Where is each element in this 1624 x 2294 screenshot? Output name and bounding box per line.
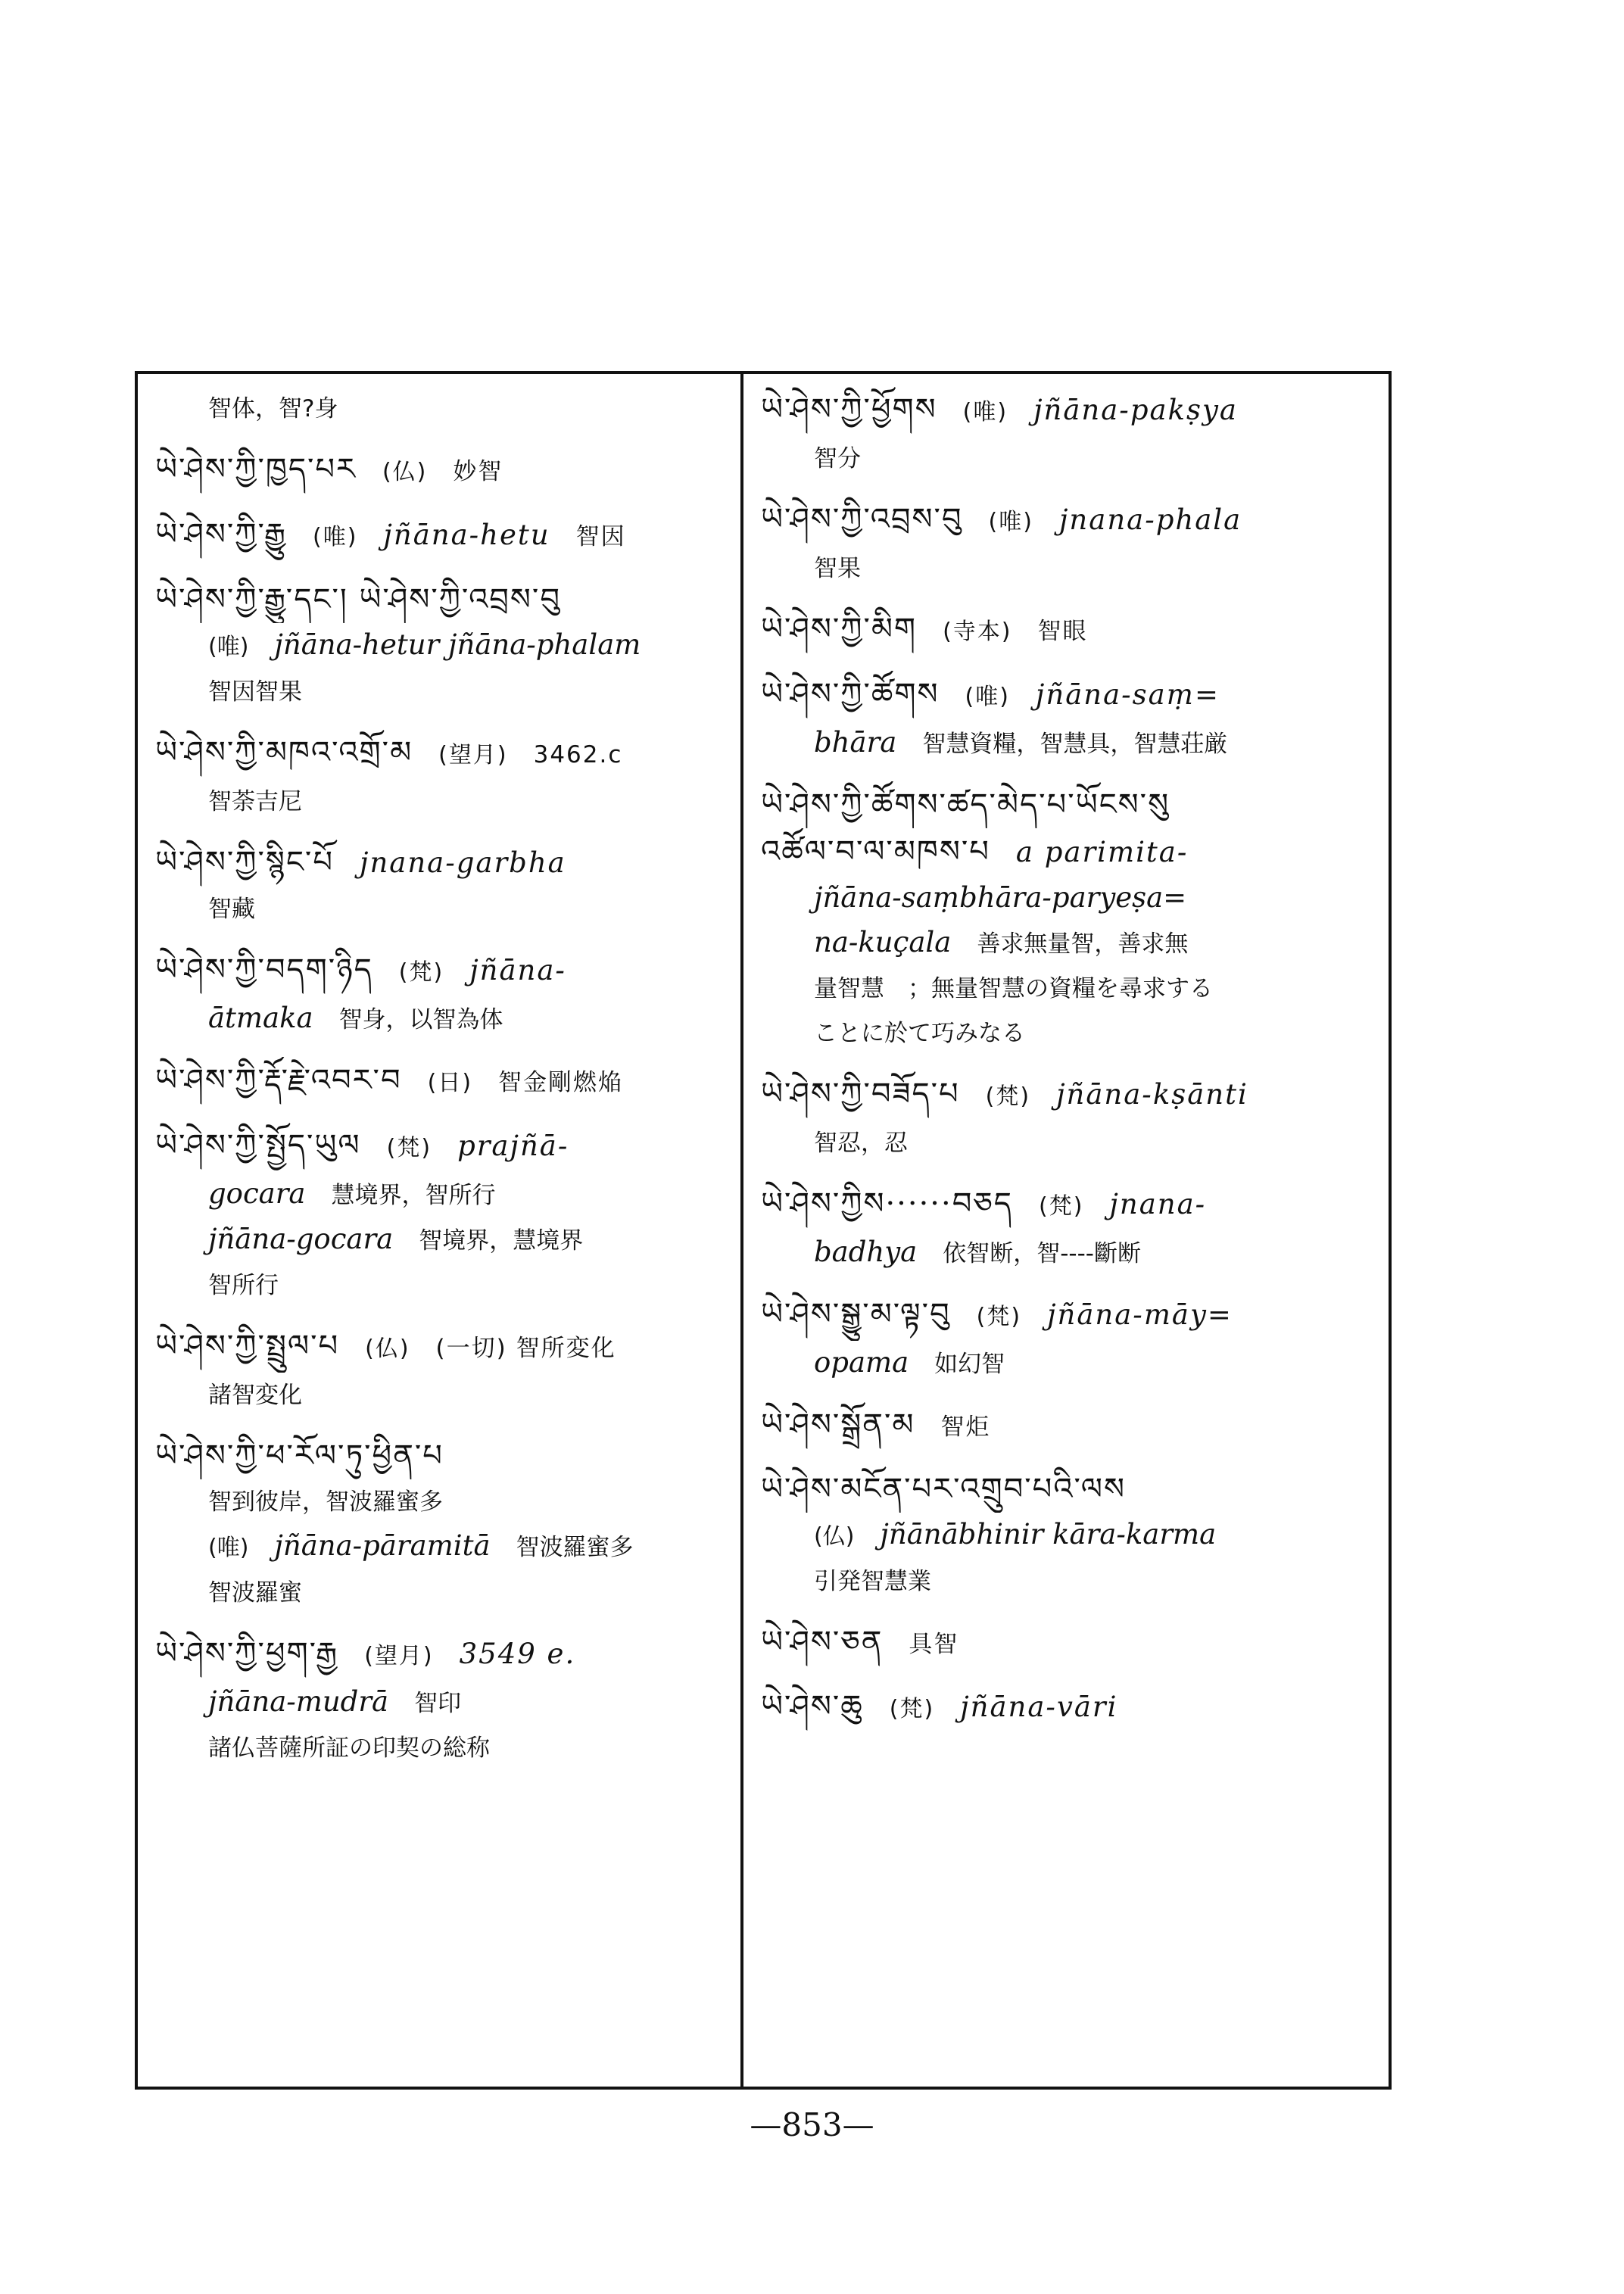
tibetan-headword: ཡེ་ཤེས་ཅན bbox=[761, 1625, 884, 1660]
tibetan-headword: འཚོལ་བ་ལ་མཁས་པ bbox=[761, 834, 990, 869]
sanskrit-term: ātmaka bbox=[208, 1002, 313, 1034]
japanese-gloss: 智所行 bbox=[208, 1272, 279, 1299]
japanese-gloss: 慧境界，智所行 bbox=[331, 1182, 496, 1209]
tibetan-headword: ཡེ་ཤེས་ཀྱི་ཕྱག་རྒྱ bbox=[155, 1636, 339, 1671]
entry-line bbox=[155, 1172, 734, 1217]
tibetan-headword: ཡེ་ཤེས་ཆུ bbox=[761, 1689, 864, 1724]
dictionary-entry bbox=[761, 1071, 1378, 1165]
japanese-gloss: 智荼吉尼 bbox=[208, 788, 302, 815]
entry-line bbox=[761, 1466, 1378, 1513]
tibetan-headword: ཡེ་ཤེས་སྒྱུ་མ་ལྟ་བུ bbox=[761, 1297, 951, 1332]
japanese-gloss: 智果 bbox=[814, 555, 861, 582]
dictionary-entry bbox=[761, 1401, 1378, 1451]
entry-line bbox=[761, 1071, 1378, 1121]
source-tag: (唯) bbox=[208, 1535, 249, 1561]
entry-line bbox=[155, 1323, 734, 1373]
japanese-gloss: 智金剛燃焔 bbox=[498, 1069, 624, 1096]
tibetan-headword: ཡེ་ཤེས་ཀྱི་བཟོད་པ bbox=[761, 1077, 960, 1111]
source-tag: (梵) bbox=[398, 959, 444, 986]
dictionary-entry bbox=[155, 1630, 734, 1770]
sanskrit-term: a parimita- bbox=[1015, 836, 1189, 868]
entry-line bbox=[155, 576, 734, 623]
sanskrit-term: jñāna-saṃ= bbox=[1035, 678, 1220, 711]
sanskrit-term: badhya bbox=[814, 1236, 918, 1268]
tibetan-headword: ཡེ་ཤེས་ཀྱི་མིག bbox=[761, 612, 918, 647]
entry-line bbox=[155, 1630, 734, 1680]
entry-line bbox=[761, 1683, 1378, 1733]
source-tag: (唯) bbox=[208, 634, 249, 660]
japanese-gloss: 引発智慧業 bbox=[814, 1568, 931, 1595]
sanskrit-term: jnana- bbox=[1109, 1188, 1207, 1220]
sanskrit-term: opama bbox=[814, 1346, 909, 1379]
entry-line bbox=[761, 1401, 1378, 1451]
tibetan-headword: ཡེ་ཤེས་ཀྱི་ཕ་རོལ་ཏུ་ཕྱིན་པ bbox=[155, 1438, 444, 1473]
entry-line bbox=[155, 511, 734, 561]
entry-line bbox=[155, 1122, 734, 1172]
dictionary-entry bbox=[155, 511, 734, 561]
dictionary-entry bbox=[761, 1466, 1378, 1604]
entry-line bbox=[155, 779, 734, 824]
japanese-gloss: 智身，以智為体 bbox=[338, 1006, 503, 1033]
entry-line bbox=[761, 386, 1378, 436]
sanskrit-term: jñāna-kṣānti bbox=[1056, 1078, 1248, 1111]
japanese-gloss: 智境界，慧境界 bbox=[419, 1227, 584, 1255]
sanskrit-term: prajñā- bbox=[457, 1130, 569, 1162]
sanskrit-term: jñāna-saṃbhāra-paryeṣa= bbox=[814, 881, 1187, 914]
right-column bbox=[761, 386, 1378, 2074]
dictionary-entry bbox=[155, 1432, 734, 1615]
entry-line bbox=[155, 1373, 734, 1417]
tibetan-headword: ཡེ་ཤེས་མངོན་པར་འགྲུབ་པའི་ལས bbox=[761, 1472, 1126, 1507]
entry-line bbox=[761, 1011, 1378, 1055]
entry-line bbox=[155, 946, 734, 996]
sanskrit-term: 3549 e. bbox=[459, 1638, 576, 1670]
sanskrit-term: jñāna-pāramitā bbox=[274, 1529, 491, 1562]
sanskrit-term: jñānābhinir kāra-karma bbox=[880, 1518, 1217, 1551]
dictionary-entry bbox=[155, 729, 734, 824]
dictionary-entry bbox=[155, 946, 734, 1042]
sanskrit-term: gocara bbox=[208, 1177, 306, 1210]
entry-line bbox=[155, 1263, 734, 1308]
japanese-gloss: 諸智変化 bbox=[208, 1382, 302, 1409]
tibetan-headword: ཡེ་ཤེས་ཀྱི་ཕྱོགས bbox=[761, 392, 937, 427]
dictionary-entry bbox=[761, 496, 1378, 591]
entry-line bbox=[761, 781, 1378, 828]
entry-line bbox=[761, 1121, 1378, 1165]
sanskrit-term: jñāna-gocara bbox=[208, 1223, 394, 1255]
japanese-gloss: 智因智果 bbox=[208, 678, 302, 706]
entry-line bbox=[761, 721, 1378, 766]
japanese-gloss: 智藏 bbox=[208, 896, 255, 923]
sanskrit-term: jñāna-pakṣya bbox=[1033, 394, 1238, 426]
dictionary-entry bbox=[761, 1683, 1378, 1733]
dictionary-entry bbox=[155, 839, 734, 931]
page-number: —853— bbox=[750, 2106, 874, 2143]
dictionary-entry bbox=[155, 446, 734, 496]
japanese-gloss: 智忍，忍 bbox=[814, 1130, 908, 1157]
left-column bbox=[155, 386, 734, 2074]
tibetan-headword: ཡེ་ཤེས་ཀྱི་ཚོགས་ཚད་མེད་པ་ཡོངས་སུ bbox=[761, 787, 1170, 822]
entry-line bbox=[155, 1680, 734, 1725]
dictionary-entry bbox=[155, 576, 734, 714]
entry-line bbox=[761, 546, 1378, 591]
entry-line bbox=[155, 839, 734, 887]
sanskrit-term: jñāna- bbox=[469, 954, 566, 986]
entry-line bbox=[761, 1341, 1378, 1386]
entry-line bbox=[155, 1057, 734, 1107]
source-tag: (梵) bbox=[386, 1135, 432, 1161]
source-tag: (唯) bbox=[988, 509, 1033, 535]
japanese-gloss: 智因 bbox=[575, 523, 626, 550]
tibetan-headword: ཡེ་ཤེས་སྒྲོན་མ bbox=[761, 1407, 915, 1442]
japanese-gloss: 智波羅蜜 bbox=[208, 1579, 302, 1607]
entry-line bbox=[761, 1619, 1378, 1668]
entry-line bbox=[155, 1217, 734, 1263]
japanese-gloss: 依智断，智----斷断 bbox=[943, 1240, 1141, 1267]
tibetan-headword: ཡེ་ཤེས་ཀྱི་ཁྱད་པར bbox=[155, 452, 357, 487]
japanese-gloss: 如幻智 bbox=[934, 1351, 1005, 1378]
japanese-gloss: 妙智 bbox=[453, 458, 503, 485]
entry-line bbox=[761, 1291, 1378, 1341]
tibetan-headword: ཡེ་ཤེས་ཀྱི་རྒྱུ་དང་། ཡེ་ཤེས་ཀྱི་འབྲས་བུ bbox=[155, 582, 561, 617]
japanese-gloss: 智炬 bbox=[940, 1413, 991, 1441]
sanskrit-term: jñāna-hetur jñāna-phalam bbox=[274, 628, 641, 661]
sanskrit-term: jñāna-vāri bbox=[960, 1691, 1118, 1723]
sanskrit-term: jñāna-māy= bbox=[1047, 1298, 1233, 1331]
tibetan-headword: ཡེ་ཤེས་ཀྱིས······བཅད bbox=[761, 1186, 1013, 1221]
sanskrit-term: jñāna-hetu bbox=[383, 519, 550, 551]
source-tag: (唯) bbox=[965, 684, 1010, 710]
sanskrit-term: na-kuçala bbox=[814, 926, 952, 958]
japanese-gloss: 量智慧 ；無量智慧の資糧を尋求する bbox=[814, 975, 1213, 1002]
japanese-gloss: 智印 bbox=[414, 1690, 462, 1717]
dictionary-entry bbox=[155, 1323, 734, 1417]
dictionary-entry bbox=[761, 386, 1378, 481]
japanese-gloss: 具智 bbox=[909, 1631, 959, 1658]
entry-line bbox=[761, 921, 1378, 966]
japanese-gloss: 智到彼岸，智波羅蜜多 bbox=[208, 1488, 443, 1516]
sanskrit-term: jnana-phala bbox=[1058, 503, 1242, 536]
japanese-gloss: 智分 bbox=[814, 445, 861, 472]
dictionary-entry bbox=[761, 1180, 1378, 1276]
source-tag: (仏) bbox=[382, 459, 428, 485]
tibetan-headword: ཡེ་ཤེས་ཀྱི་སྙིང་པོ bbox=[155, 845, 334, 880]
japanese-gloss: 智眼 bbox=[1037, 618, 1088, 645]
japanese-gloss: 3462.c bbox=[533, 741, 623, 768]
entry-line bbox=[155, 623, 734, 669]
dictionary-entry bbox=[761, 781, 1378, 1055]
japanese-gloss: 智体，智?身 bbox=[208, 395, 338, 422]
source-tag: (梵) bbox=[976, 1304, 1022, 1330]
source-tag: (梵) bbox=[1038, 1193, 1084, 1220]
japanese-gloss: 智慧資糧，智慧具，智慧荘厳 bbox=[922, 731, 1228, 758]
japanese-gloss: 智波羅蜜多 bbox=[516, 1534, 634, 1561]
entry-line bbox=[761, 876, 1378, 921]
source-tag: (望月) bbox=[364, 1643, 434, 1669]
tibetan-headword: ཡེ་ཤེས་ཀྱི་སྤྱོད་ཡུལ bbox=[155, 1128, 361, 1163]
japanese-gloss: 善求無量智，善求無 bbox=[977, 930, 1189, 958]
entry-line bbox=[155, 729, 734, 779]
tibetan-headword: ཡེ་ཤེས་ཀྱི་མཁའ་འགྲོ་མ bbox=[155, 735, 413, 770]
source-tag: (梵) bbox=[889, 1696, 935, 1722]
entry-line bbox=[155, 446, 734, 496]
entry-line bbox=[155, 1524, 734, 1570]
entry-line bbox=[155, 386, 734, 431]
sanskrit-term: jnana-garbha bbox=[359, 846, 566, 879]
japanese-gloss: 諸仏菩薩所証の印契の総称 bbox=[208, 1735, 490, 1762]
dictionary-entry bbox=[761, 606, 1378, 656]
dictionary-entry bbox=[155, 1057, 734, 1107]
entry-line bbox=[761, 1513, 1378, 1559]
entry-line bbox=[155, 1479, 734, 1524]
tibetan-headword: ཡེ་ཤེས་ཀྱི་སྤྲུལ་པ bbox=[155, 1329, 340, 1364]
dictionary-entry bbox=[761, 671, 1378, 766]
dictionary-entry bbox=[761, 1291, 1378, 1386]
japanese-gloss: ことに於て巧みなる bbox=[814, 1020, 1025, 1047]
entry-line bbox=[761, 436, 1378, 481]
entry-line bbox=[155, 1570, 734, 1615]
entry-line bbox=[761, 966, 1378, 1011]
entry-line bbox=[155, 996, 734, 1042]
entry-line bbox=[155, 1725, 734, 1770]
entry-line bbox=[761, 828, 1378, 876]
tibetan-headword: ཡེ་ཤེས་ཀྱི་རྡོ་རྗེ་འབར་བ bbox=[155, 1063, 402, 1098]
entry-line bbox=[761, 671, 1378, 721]
tibetan-headword: ཡེ་ཤེས་ཀྱི་འབྲས་བུ bbox=[761, 502, 963, 537]
source-tag: (仏) bbox=[814, 1523, 855, 1550]
entry-line bbox=[761, 1230, 1378, 1276]
dictionary-entry bbox=[155, 386, 734, 431]
source-tag: (唯) bbox=[962, 399, 1008, 425]
sanskrit-term: jñāna-mudrā bbox=[208, 1685, 389, 1718]
dictionary-entry bbox=[761, 1619, 1378, 1668]
entry-line bbox=[155, 1432, 734, 1479]
sanskrit-term: bhāra bbox=[814, 726, 897, 759]
entry-line bbox=[761, 496, 1378, 546]
tibetan-headword: ཡེ་ཤེས་ཀྱི་ཚོགས bbox=[761, 677, 940, 712]
entry-line bbox=[761, 1180, 1378, 1230]
tibetan-headword: ཡེ་ཤེས་ཀྱི་བདག་ཉིད bbox=[155, 952, 373, 987]
source-tag: (寺本) bbox=[943, 619, 1012, 645]
source-tag: (仏) bbox=[365, 1336, 410, 1362]
japanese-gloss: (一切) 智所変化 bbox=[435, 1335, 616, 1362]
column-divider bbox=[740, 371, 743, 2090]
entry-line bbox=[155, 887, 734, 931]
dictionary-entry bbox=[155, 1122, 734, 1308]
entry-line bbox=[761, 606, 1378, 656]
source-tag: (唯) bbox=[313, 524, 358, 550]
source-tag: (日) bbox=[427, 1070, 473, 1096]
entry-line bbox=[761, 1559, 1378, 1604]
tibetan-headword: ཡེ་ཤེས་ཀྱི་རྒྱུ bbox=[155, 517, 287, 552]
source-tag: (望月) bbox=[438, 742, 508, 768]
entry-line bbox=[155, 669, 734, 714]
source-tag: (梵) bbox=[985, 1083, 1031, 1110]
